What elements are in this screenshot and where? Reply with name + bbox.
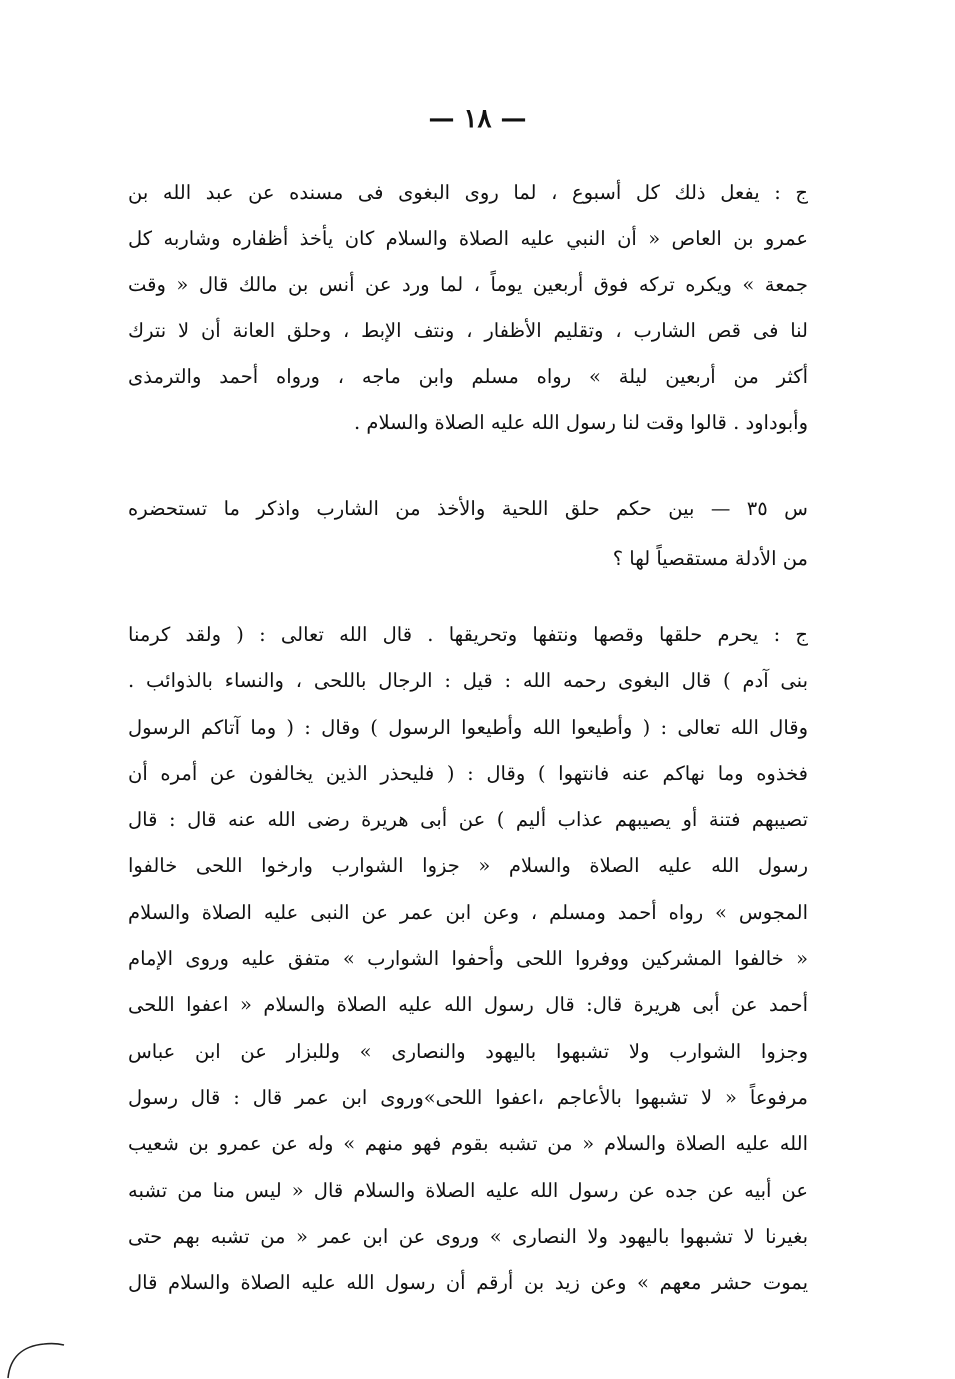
text-line: رسول الله عليه الصلاة والسلام « جزوا الشوارب وارخوا اللحى خالفوا: [128, 854, 808, 878]
text-line: وجزوا الشوارب ولا تشبهوا باليهود والنصارى » وللبزار عن ابن عباس: [128, 1039, 808, 1063]
text-line: وقال الله تعالى : ( وأطيعوا الله وأطيعوا الرسول ) وقال : ( وما آتاكم الرسول: [128, 715, 808, 739]
text-line: عمرو بن العاص « أن النبي عليه الصلاة والسلام كان يأخذ أظفاره وشاربه كل: [128, 227, 808, 250]
text-line: بغيرنا لا تشبهوا باليهود ولا النصارى » وروى عن ابن عمر « من تشبه بهم حتى: [128, 1224, 808, 1248]
text-line: فخذوه وما نهاكم عنه فانتهوا ) وقال : ( فليحذر الذين يخالفون عن أمره أن: [128, 761, 808, 785]
text-line: مرفوعاً « لا تشبهوا بالأعاجم ،اعفوا اللحى»وروى ابن عمر قال : قال رسول: [128, 1085, 808, 1109]
text-line: بنى آدم ) قال البغوى رحمه الله : قيل : الرجال باللحى ، والنساء بالذوائب .: [128, 669, 808, 693]
text-line: الله عليه الصلاة والسلام « من تشبه بقوم فهو منهم » وله عن عمرو بن شعيب: [128, 1132, 808, 1156]
text-line: يموت حشر معهم » وعن زيد بن أرقم أن رسول الله عليه الصلاة والسلام قال: [128, 1271, 808, 1295]
page-corner-curl: [6, 1334, 66, 1379]
text-line: من الأدلة مستقصياً لها ؟: [612, 547, 808, 570]
text-line: « خالفوا المشركين ووفروا اللحى وأحفوا الشوارب » متفق عليه وروى الإمام: [128, 947, 808, 971]
text-line: المجوس » رواه أحمد ومسلم ، وعن ابن عمر عن النبى عليه الصلاة والسلام: [128, 900, 808, 924]
page-number: — ١٨ —: [428, 104, 527, 134]
text-line: أحمد عن أبى هريرة قال: قال رسول الله عليه الصلاة والسلام « اعفوا اللحى: [128, 993, 808, 1017]
text-line: لنا فى قص الشارب ، وتقليم الأظفار ، ونتف الإبط ، وحلق العانة أن لا نترك: [128, 319, 808, 342]
text-line: ج : يحرم حلقها وقصها ونتفها وتحريقها . قال الله تعالى : ( ولقد كرمنا: [128, 623, 808, 646]
text-line: عن أبيه عن جده عن رسول الله عليه الصلاة والسلام قال « ليس منا من تشبه: [128, 1178, 808, 1202]
text-line: س ٣٥ — بين حكم حلق اللحية والأخذ من الشارب واذكر ما تستحضره: [128, 497, 808, 520]
text-line: جمعة » ويكره تركه فوق أربعين يوماً ، لما ورد عن أنس بن مالك قال « وقت: [128, 273, 808, 296]
answer-paragraph-2: [128, 612, 808, 1306]
text-line: أكثر من أربعين ليلة » رواه مسلم وابن ماجه ، ورواه أحمد والترمذى: [128, 365, 808, 388]
text-line: ج : يفعل ذلك كل أسبوع ، لما روى البغوى فى مسنده عن عبد الله بن: [128, 181, 808, 204]
question-paragraph: [128, 484, 808, 584]
text-line: تصيبهم فتنة أو يصيبهم عذاب أليم ) عن أبى هريرة رضى الله عنه قال : قال: [128, 808, 808, 832]
answer-paragraph-1: [128, 170, 808, 446]
text-line: وأبوداود . قالوا وقت لنا رسول الله عليه الصلاة والسلام .: [354, 411, 808, 434]
